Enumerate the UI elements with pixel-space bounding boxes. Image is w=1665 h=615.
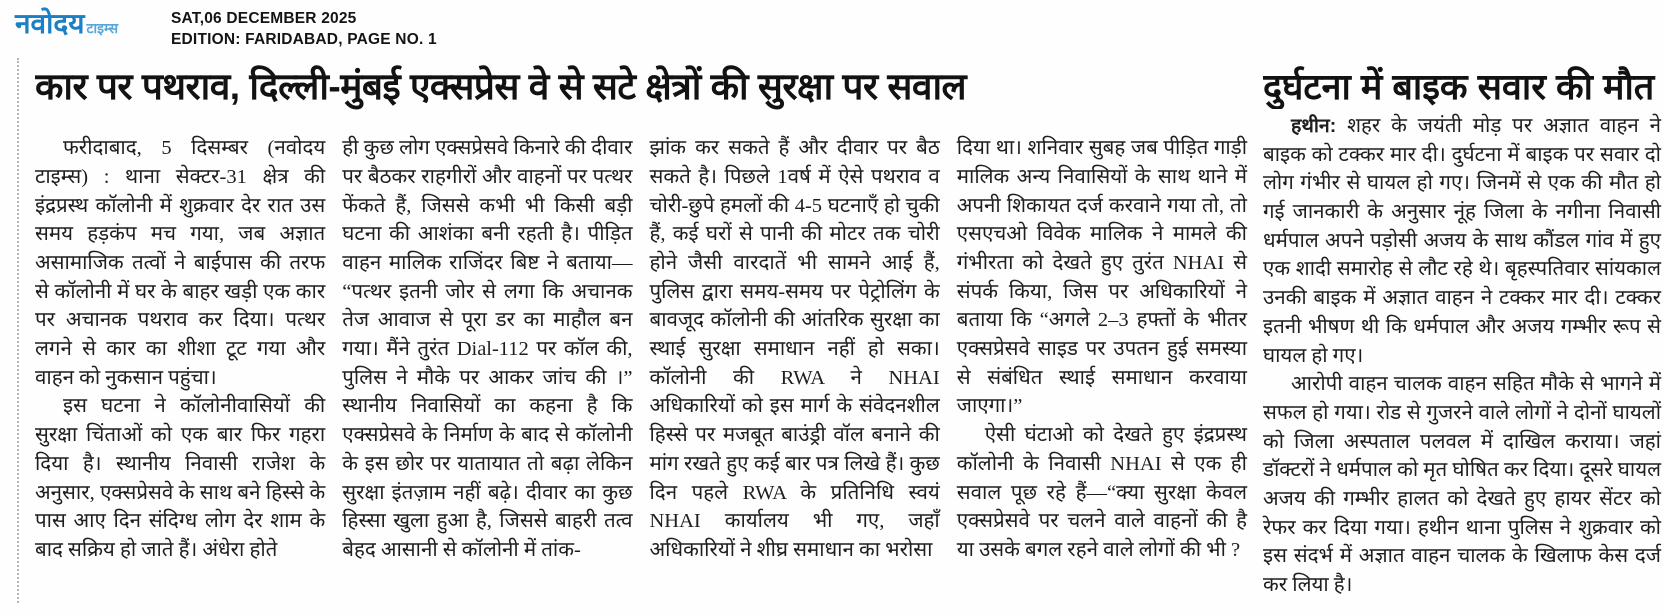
article-column-3 xyxy=(650,134,940,564)
newspaper-logo xyxy=(15,9,153,40)
logo-main-text: नवोदय xyxy=(15,8,85,39)
dateline-label: हथीन: xyxy=(1291,115,1337,137)
masthead-info xyxy=(171,9,437,51)
article-paragraph: दिया था। शनिवार सुबह जब पीड़ित गाड़ी मालिक अन्य निवासियों के साथ थाने में अपनी शिकायत दर्ज करवाने गया तो, तो एसएचओ विवेक मालिक ने मामले की गंभीरता को देखते हुए तुरंत NHAI से संपर्क किया, जिस पर अधिकारियों ने बताया कि “अगले 2–3 हफ्तों के भीतर एक्सप्रेसवे साइड पर उपतन हुई समस्या से संबंधित स्थाई समाधान करवाया जाएगा।” xyxy=(956,137,1247,418)
logo-sub-text: टाइम्स xyxy=(86,20,119,36)
edition-line: EDITION: FARIDABAD, PAGE NO. 1 xyxy=(171,30,437,48)
article-paragraph: इस घटना ने कॉलोनीवासियों की सुरक्षा चिंताओं को एक बार फिर गहरा दिया है। स्थानीय निवासी राजेश के अनुसार, एक्सप्रेसवे के साथ बने हिस्से के पास आए दिन संदिग्ध लोग देर शाम के बाद सक्रिय हो जाते हैं। अंधेरा होते xyxy=(35,395,326,561)
main-article-headline: कार पर पथराव, दिल्ली-मुंबई एक्सप्रेस वे से सटे क्षेत्रों की सुरक्षा पर सवाल xyxy=(35,66,967,107)
article-paragraph: ऐसी घंटाओ को देखते हुए इंद्रप्रस्थ कॉलोनी के निवासी NHAI से एक ही सवाल पूछ रहे हैं—“क्या सुरक्षा केवल एक्सप्रेसवे पर चलने वाले वाहनों की है या उसके बगल रहने वाले लोगों की भी ? xyxy=(956,424,1247,561)
article-paragraph xyxy=(1263,112,1661,370)
article-column-1 xyxy=(35,134,325,564)
article-paragraph: फरीदाबाद, 5 दिसम्बर (नवोदय टाइम्स) : थाना सेक्टर-31 क्षेत्र की इंद्रप्रस्थ कॉलोनी में शुक्रवार देर रात उस समय हड़कंप मच गया, जब अज्ञात असामाजिक तत्वों ने बाईपास की तरफ से कॉलोनी में घर के बाहर खड़ी एक कार पर अचानक पथराव कर दिया। पत्थर लगने से कार का शीशा टूट गया और वाहन को नुकसान पहुंचा। xyxy=(35,137,326,389)
article-column-2 xyxy=(342,134,632,564)
masthead xyxy=(0,0,1665,56)
side-article xyxy=(1263,64,1661,600)
article-paragraph: ही कुछ लोग एक्सप्रेसवे किनारे की दीवार पर बैठकर राहगीरों और वाहनों पर पत्थर फेंकते हैं, जिससे कभी भी किसी बड़ी घटना की आशंका बनी रहती है। पीड़ित वाहन मालिक राजिंदर बिष्ट ने बताया— “पत्थर इतनी जोर से लगा कि अचानक तेज आवाज से पूरा डर का माहौल बन गया। मैंने तुरंत Dial-112 पर कॉल की, पुलिस ने मौके पर आकर जांच की ।” स्थानीय निवासियों का कहना है कि एक्सप्रेसवे के निर्माण के बाद से कॉलोनी के इस छोर पर यातायात तो बढ़ा लेकिन सुरक्षा इंतज़ाम नहीं बढ़े। दीवार का कुछ हिस्सा खुला हुआ है, जिससे बाहरी तत्व बेहद आसानी से कॉलोनी में तांक- xyxy=(342,137,633,561)
main-article xyxy=(35,64,1247,600)
clipping-content xyxy=(35,64,1660,600)
article-column-4 xyxy=(957,134,1247,564)
article-paragraph xyxy=(1263,370,1661,600)
main-article-columns xyxy=(35,134,1247,564)
paragraph-text: आरोपी वाहन चालक वाहन सहित मौके से भागने में सफल हो गया। रोड से गुजरने वाले लोगों ने दोनों घायलों को जिला अस्पताल पलवल में दाखिल कराया। जहां डॉक्टरों ने धर्मपाल को मृत घोषित कर दिया। दूसरे घायल अजय की गम्भीर हालत को देखते हुए हायर सेंटर को रेफर कर दिया गया। हथीन थाना पुलिस ने शुक्रवार को इस संदर्भ में अज्ञात वाहन चालक के खिलाफ केस दर्ज कर लिया है। xyxy=(1263,373,1661,596)
paragraph-text: शहर के जयंती मोड़ पर अज्ञात वाहन ने बाइक को टक्कर मार दी। दुर्घटना में बाइक पर सवार दो लोग गंभीर से घायल हो गए। जिनमें से एक की मौत हो गई जानकारी के अनुसार नूंह जिला के नगीना निवासी धर्मपाल अपने पड़ोसी अजय के साथ कौंडल गांव में हुए एक शादी समारोह से लौट रहे थे। बृहस्पतिवार सांयकाल उनकी बाइक में अज्ञात वाहन ने टक्कर मार दी। टक्कर इतनी भीषण थी कि धर्मपाल और अजय गम्भीर रूप से घायल हो गए। xyxy=(1263,115,1661,367)
date-line: SAT,06 DECEMBER 2025 xyxy=(171,10,357,27)
side-article-headline: दुर्घटना में बाइक सवार की मौत xyxy=(1263,66,1655,107)
article-paragraph: झांक कर सकते हैं और दीवार पर बैठ सकते है। पिछले 1वर्ष में ऐसे पथराव व चोरी-छुपे हमलों की 4-5 घटनाएँ हो चुकी हैं, कई घरों से पानी की मोटर तक चोरी होने जैसी वारदातें भी सामने आई हैं, पुलिस द्वारा समय-समय पर पेट्रोलिंग के बावजूद कॉलोनी की आंतरिक सुरक्षा का स्थाई सुरक्षा समाधान नहीं हो सका। कॉलोनी की RWA ने NHAI अधिकारियों को इस मार्ग के संवेदनशील हिस्से पर मजबूत बाउंड्री वॉल बनाने की मांग रखते हुए कई बार पत्र लिखे हैं। कुछ दिन पहले RWA के प्रतिनिधि स्वयं NHAI कार्यालय भी गए, जहाँ अधिकारियों ने शीघ्र समाधान का भरोसा xyxy=(649,137,940,561)
side-article-body xyxy=(1263,112,1661,600)
clipping-edge-divider xyxy=(17,58,19,603)
